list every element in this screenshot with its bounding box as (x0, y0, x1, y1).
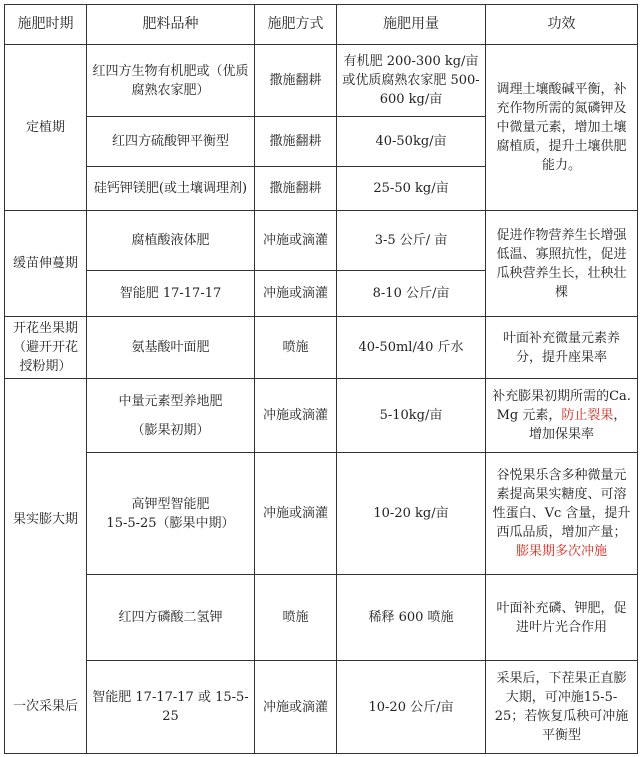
effect-highlight: 防止裂果 (561, 408, 614, 423)
table-row (5, 379, 638, 453)
header-row (5, 5, 638, 45)
fertilizer-cell: 智能肥 17-17-17 (87, 271, 255, 317)
amount-cell: 40-50kg/亩 (337, 117, 486, 167)
fertilization-table (4, 4, 638, 754)
fertilizer-cell (87, 379, 255, 453)
amount-cell: 3-5 公斤/ 亩 (337, 211, 486, 271)
amount-cell: 40-50ml/40 斤水 (337, 317, 486, 379)
effect-cell: 叶面补充微量元素养分，提升座果率 (486, 317, 638, 379)
fertilizer-cell: 红四方生物有机肥或（优质腐熟农家肥） (87, 45, 255, 117)
fertilizer-line: 中量元素型养地肥 (118, 393, 223, 409)
header-fertilizer: 肥料品种 (87, 5, 255, 45)
method-cell: 撒施翻耕 (255, 45, 337, 117)
effect-cell: 采果后，下茬果正直膨大期，可冲施15-5-25；若恢复瓜秧可冲施平衡型 (486, 661, 638, 754)
period-cell: 缓苗伸蔓期 (5, 211, 87, 317)
effect-text: ，增加保果率 (528, 408, 627, 442)
period-cell: 果实膨大期 (5, 379, 87, 661)
method-cell: 冲施或滴灌 (255, 453, 337, 575)
fertilizer-cell: 红四方硫酸钾平衡型 (87, 117, 255, 167)
amount-cell: 有机肥 200-300 kg/亩或优质腐熟农家肥 500- 600 kg/亩 (337, 45, 486, 117)
fertilizer-cell: 智能肥 17-17-17 或 15-5-25 (87, 661, 255, 754)
period-cell: 一次采果后 (5, 661, 87, 754)
amount-cell: 5-10kg/亩 (337, 379, 486, 453)
header-period: 施肥时期 (5, 5, 87, 45)
table-row (5, 45, 638, 117)
fertilizer-line: 高钾型智能肥 (131, 496, 210, 512)
amount-cell: 10-20 kg/亩 (337, 453, 486, 575)
method-cell: 撒施翻耕 (255, 117, 337, 167)
table-row (5, 453, 638, 575)
fertilizer-cell: 腐植酸液体肥 (87, 211, 255, 271)
amount-cell: 8-10 公斤/亩 (337, 271, 486, 317)
amount-cell: 稀释 600 喷施 (337, 575, 486, 661)
effect-text: 谷悦果乐含多种微量元素提高果实糖度、可溶性蛋白、Vc 含量，提升西瓜品质，增加产量； (492, 468, 631, 540)
effect-cell (486, 379, 638, 453)
fertilizer-cell: 氨基酸叶面肥 (87, 317, 255, 379)
header-method: 施肥方式 (255, 5, 337, 45)
table-row (5, 211, 638, 271)
method-cell: 喷施 (255, 575, 337, 661)
fertilizer-cell: 红四方磷酸二氢钾 (87, 575, 255, 661)
header-amount: 施肥用量 (337, 5, 486, 45)
fertilizer-cell: 硅钙钾镁肥(或土壤调理剂) (87, 167, 255, 211)
amount-cell: 25-50 kg/亩 (337, 167, 486, 211)
table-row (5, 317, 638, 379)
header-effect: 功效 (486, 5, 638, 45)
table-row (5, 661, 638, 754)
method-cell: 冲施或滴灌 (255, 211, 337, 271)
effect-cell: 调理土壤酸碱平衡，补充作物所需的氮磷钾及中微量元素，增加土壤腐植质，提升土壤供肥能力。 (486, 45, 638, 211)
effect-cell: 促进作物营养生长增强低温、寡照抗性，促进 瓜秧营养生长，壮秧壮棵 (486, 211, 638, 317)
effect-cell (486, 453, 638, 575)
effect-highlight: 膨果期多次冲施 (515, 544, 607, 559)
table-row (5, 575, 638, 661)
method-cell: 喷施 (255, 317, 337, 379)
method-cell: 冲施或滴灌 (255, 271, 337, 317)
effect-text: 补充膨果初期所需的Ca. Mg 元素， (492, 389, 631, 423)
period-cell: 开花坐果期（避开开花授粉期） (5, 317, 87, 379)
effect-cell: 叶面补充磷、钾肥，促进叶片光合作用 (486, 575, 638, 661)
fertilizer-line: （膨果初期） (131, 422, 210, 438)
period-cell: 定植期 (5, 45, 87, 211)
amount-cell: 10-20 公斤/亩 (337, 661, 486, 754)
method-cell: 冲施或滴灌 (255, 661, 337, 754)
method-cell: 冲施或滴灌 (255, 379, 337, 453)
fertilizer-cell (87, 453, 255, 575)
method-cell: 撒施翻耕 (255, 167, 337, 211)
fertilizer-line: 15-5-25（膨果中期） (106, 515, 235, 531)
